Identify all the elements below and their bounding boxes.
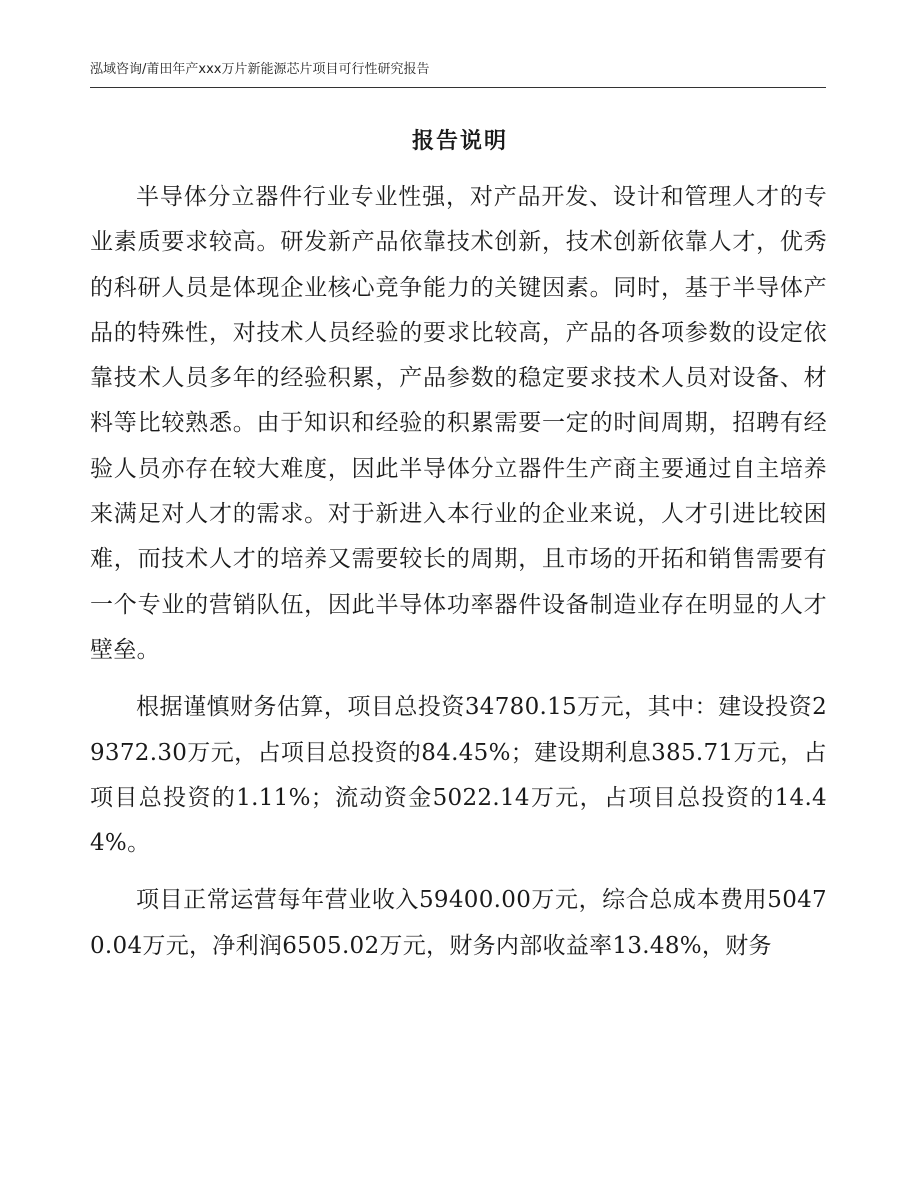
section-title: 报告说明 [411,129,508,154]
header-divider [90,87,826,88]
paragraph-investment: 根据谨慎财务估算，项目总投资34780.15万元，其中：建设投资29372.30万元，占项目总投资的84.45%；建设期利息385.71万元，占项目总投资的1.11%；流动资金5022.14万元，占项目总投资的14.44%。 [90,694,827,857]
paragraph-revenue: 项目正常运营每年营业收入59400.00万元，综合总成本费用50470.04万元，净利润6505.02万元，财务内部收益率13.48%，财务 [90,887,827,959]
document-body [90,175,827,981]
paragraph-talent-barrier: 半导体分立器件行业专业性强，对产品开发、设计和管理人才的专业素质要求较高。研发新产品依靠技术创新，技术创新依靠人才，优秀的科研人员是体现企业核心竞争能力的关键因素。同时，基于半导体产品的特殊性，对技术人员经验的要求比较高，产品的各项参数的设定依靠技术人员多年的经验积累，产品参数的稳定要求技术人员对设备、材料等比较熟悉。由于知识和经验的积累需要一定的时间周期，招聘有经验人员亦存在较大难度，因此半导体分立器件生产商主要通过自主培养来满足对人才的需求。对于新进入本行业的企业来说，人才引进比较困难，而技术人才的培养又需要较长的周期，且市场的开拓和销售需要有一个专业的营销队伍，因此半导体功率器件设备制造业存在明显的人才壁垒。 [90,184,827,663]
running-header: 泓域咨询/莆田年产xxx万片新能源芯片项目可行性研究报告 [90,62,430,77]
